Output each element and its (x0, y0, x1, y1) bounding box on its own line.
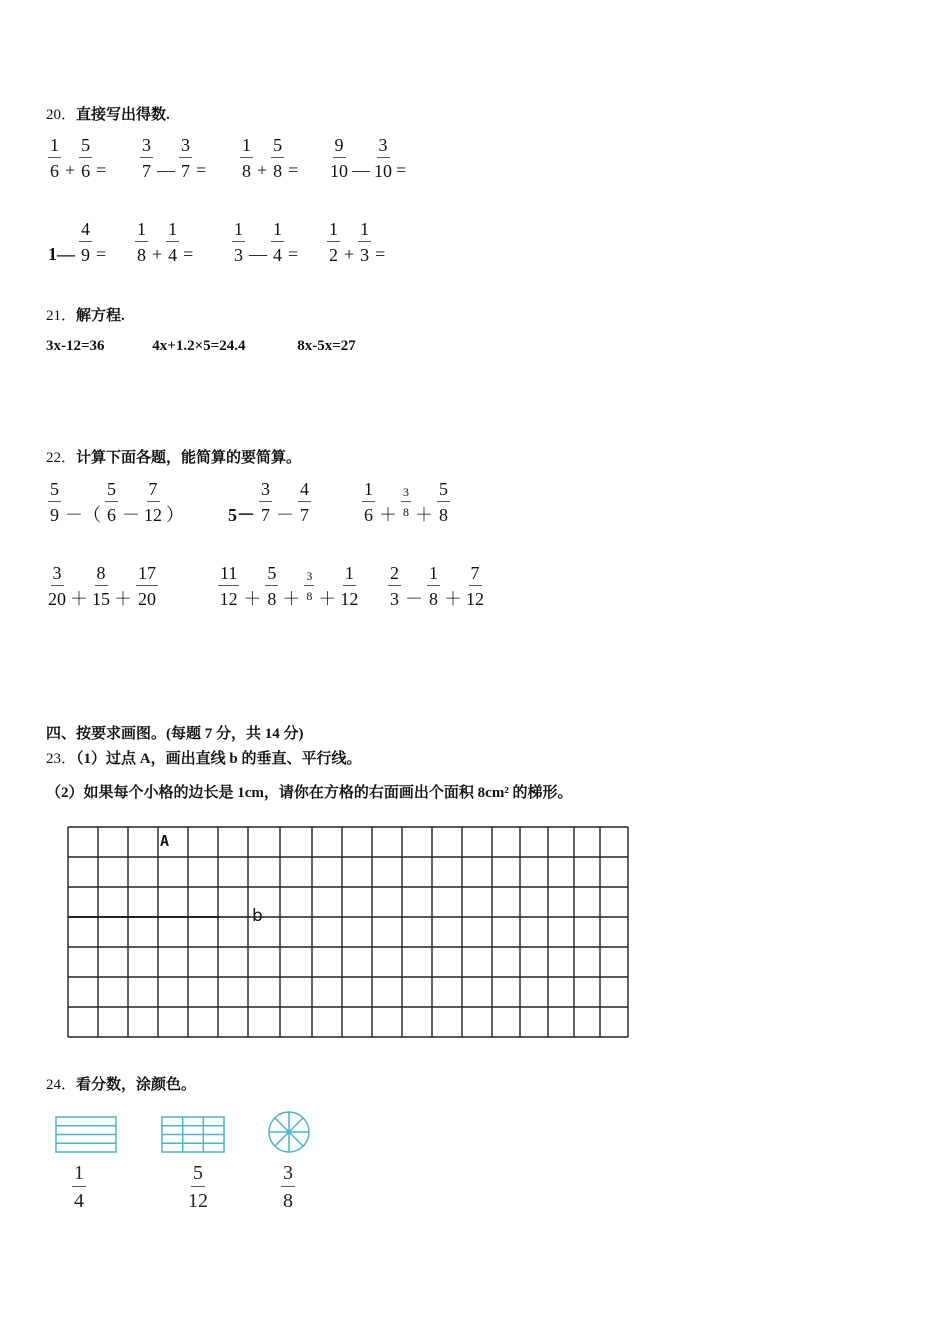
operator: + (257, 159, 268, 180)
line-b-label: b (252, 906, 263, 926)
numerator: 1 (240, 136, 253, 158)
numerator: 1 (135, 220, 148, 242)
denominator: 10 (330, 161, 348, 181)
denominator: 8 (137, 245, 146, 265)
denominator: 4 (74, 1190, 84, 1212)
fraction (48, 480, 61, 524)
q24-title: 看分数，涂颜色。 (76, 1077, 197, 1093)
fraction (140, 136, 153, 180)
q23-part1-text: （1）过点 A，画出直线 b 的垂直、平行线。 (76, 751, 362, 767)
denominator: 12 (144, 505, 162, 525)
fraction (271, 136, 284, 180)
denominator: 6 (364, 505, 373, 525)
expression (133, 220, 195, 264)
fraction (374, 136, 392, 180)
denominator: 4 (273, 245, 282, 265)
fraction-3-8 (279, 1162, 297, 1211)
q21-number: 21． (46, 308, 77, 324)
operator: + (344, 243, 355, 264)
denominator: 6 (107, 505, 116, 525)
expression (46, 220, 108, 264)
operator: 5－ (228, 505, 255, 525)
fraction-5-12 (186, 1162, 210, 1211)
denominator: 7 (300, 505, 309, 525)
numerator: 1 (271, 220, 284, 242)
numerator: 4 (79, 220, 92, 242)
denominator: 3 (360, 245, 370, 265)
numerator: 11 (218, 564, 239, 586)
fraction (105, 480, 118, 524)
fraction (388, 564, 401, 608)
operator: ＋ (282, 589, 301, 609)
operator: — (352, 159, 370, 180)
fraction (265, 564, 278, 608)
numerator: 3 (179, 136, 192, 158)
numerator: 3 (304, 570, 314, 586)
numerator: 1 (232, 220, 245, 242)
fraction (298, 480, 311, 524)
fraction (79, 220, 92, 264)
denominator: 20 (48, 589, 66, 609)
expression (360, 480, 452, 524)
q21-heading (46, 304, 125, 325)
denominator: 8 (403, 505, 409, 519)
operator: ＋ (444, 589, 462, 609)
denominator: 8 (283, 1190, 293, 1212)
fraction (135, 220, 148, 264)
fraction (437, 480, 450, 524)
numerator: 5 (105, 480, 118, 502)
denominator: 8 (273, 161, 283, 181)
expression (138, 136, 208, 180)
fraction (362, 480, 375, 524)
rectangle-twelfths (162, 1117, 224, 1152)
denominator: 7 (181, 161, 190, 181)
q21-equations (46, 338, 356, 355)
fraction (79, 136, 92, 180)
fraction (271, 220, 284, 264)
numerator: 17 (136, 564, 158, 586)
numerator: 8 (95, 564, 108, 586)
q20-heading (46, 103, 170, 124)
operator: ＋ (243, 589, 262, 609)
operator: — (249, 243, 267, 264)
denominator: 2 (329, 245, 338, 265)
square-grid[interactable] (60, 820, 640, 1050)
denominator: 3 (234, 245, 243, 265)
numerator: 3 (259, 480, 272, 502)
numerator: 5 (79, 136, 92, 158)
expression (46, 136, 108, 180)
expression (226, 480, 313, 524)
numerator: 1 (427, 564, 440, 586)
q22-heading (46, 446, 301, 467)
denominator: 8 (439, 505, 448, 525)
rectangle-quarters (56, 1117, 116, 1152)
fraction (304, 570, 314, 602)
numerator: 1 (166, 220, 179, 242)
operator: ＋ (114, 589, 132, 609)
expression (216, 564, 360, 608)
denominator: 8 (242, 161, 251, 181)
q24-number: 24． (46, 1077, 77, 1093)
numerator: 1 (72, 1163, 86, 1187)
denominator: 8 (429, 589, 438, 609)
fraction-1-4 (70, 1162, 88, 1211)
fraction (48, 564, 66, 608)
operator: = (375, 243, 386, 264)
operator: ＋ (415, 505, 433, 525)
fraction (327, 220, 340, 264)
denominator: 7 (142, 161, 151, 181)
fraction (401, 486, 411, 518)
numerator: 3 (401, 486, 411, 502)
q24-shapes (50, 1110, 330, 1160)
operator: － (122, 505, 140, 525)
operator: + (65, 159, 76, 180)
operator: = (396, 159, 407, 180)
operator: ＋ (379, 505, 397, 525)
numerator: 5 (191, 1163, 205, 1187)
q24-heading (46, 1073, 196, 1094)
expression (325, 220, 387, 264)
fraction (136, 564, 158, 608)
denominator: 12 (340, 589, 359, 609)
operator: = (96, 159, 107, 180)
q23-number: 23． (46, 751, 77, 767)
numerator: 1 (48, 136, 61, 158)
numerator: 1 (362, 480, 375, 502)
numerator: 7 (147, 480, 160, 502)
fraction (427, 564, 440, 608)
operator: = (183, 243, 194, 264)
expression (238, 136, 300, 180)
fraction (144, 480, 162, 524)
operator: ） (166, 505, 184, 525)
denominator: 9 (81, 245, 90, 265)
numerator: 1 (358, 220, 371, 242)
equation-1: 3x-12=36 (46, 338, 105, 354)
operator: － (276, 505, 294, 525)
denominator: 6 (50, 161, 59, 181)
operator: －（ (65, 505, 101, 525)
denominator: 20 (138, 589, 156, 609)
fraction (166, 220, 179, 264)
numerator: 5 (48, 480, 61, 502)
q20-number: 20． (46, 107, 77, 123)
numerator: 3 (281, 1163, 295, 1187)
denominator: 8 (306, 589, 313, 603)
fraction (92, 564, 110, 608)
q23-part2: （2）如果每个小格的边长是 1cm，请你在方格的右面画出个面积 8cm² 的梯形。 (46, 785, 573, 801)
fraction (466, 564, 484, 608)
operator: = (196, 159, 207, 180)
q20-title: 直接写出得数. (76, 107, 170, 123)
operator: = (288, 159, 299, 180)
equation-2: 4x+1.2×5=24.4 (152, 338, 246, 354)
operator: 1— (48, 243, 75, 264)
denominator: 15 (92, 589, 110, 609)
denominator: 7 (261, 505, 270, 525)
denominator: 10 (374, 161, 392, 181)
numerator: 9 (333, 136, 346, 158)
denominator: 9 (50, 505, 59, 525)
fraction (358, 220, 371, 264)
operator: ＋ (318, 589, 337, 609)
fraction (48, 136, 61, 180)
expression (328, 136, 408, 180)
numerator: 3 (140, 136, 153, 158)
fraction (218, 564, 239, 608)
numerator: 7 (469, 564, 482, 586)
fraction (330, 136, 348, 180)
numerator: 1 (343, 564, 356, 586)
denominator: 6 (81, 161, 91, 181)
numerator: 5 (265, 564, 278, 586)
numerator: 2 (388, 564, 401, 586)
numerator: 5 (437, 480, 450, 502)
fraction (240, 136, 253, 180)
numerator: 5 (271, 136, 284, 158)
fraction (340, 564, 358, 608)
expression (230, 220, 300, 264)
numerator: 1 (327, 220, 340, 242)
q22-title: 计算下面各题，能简算的要简算。 (76, 450, 302, 466)
denominator: 8 (267, 589, 277, 609)
operator: = (288, 243, 299, 264)
q23-part1 (46, 747, 361, 768)
q22-number: 22． (46, 450, 77, 466)
numerator: 4 (298, 480, 311, 502)
numerator: 3 (51, 564, 64, 586)
denominator: 12 (188, 1190, 208, 1212)
denominator: 12 (219, 589, 238, 609)
operator: = (96, 243, 107, 264)
expression (386, 564, 486, 608)
operator: — (157, 159, 175, 180)
circle-eighths (269, 1112, 309, 1152)
operator: + (152, 243, 163, 264)
equation-3: 8x-5x=27 (297, 338, 356, 354)
operator: ＋ (70, 589, 88, 609)
section-4-title: 四、按要求画图。(每题 7 分，共 14 分) (46, 726, 304, 742)
fraction (259, 480, 272, 524)
numerator: 3 (377, 136, 390, 158)
expression (46, 480, 186, 524)
point-a-label: A (160, 832, 170, 850)
denominator: 4 (168, 245, 178, 265)
fraction (232, 220, 245, 264)
expression (46, 564, 160, 608)
operator: － (405, 589, 423, 609)
denominator: 12 (466, 589, 484, 609)
denominator: 3 (390, 589, 399, 609)
q21-title: 解方程. (76, 308, 125, 324)
fraction (179, 136, 192, 180)
